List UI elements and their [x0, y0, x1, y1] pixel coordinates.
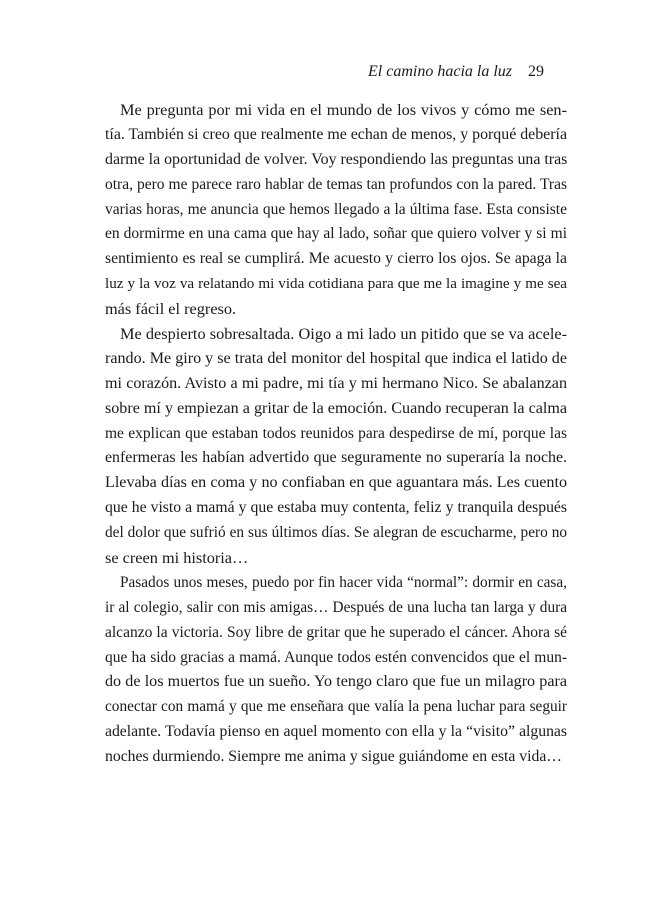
body-text [105, 98, 567, 770]
text-line: do de los muertos fue un sueño. Yo tengo claro que fue un milagro para [105, 673, 567, 691]
text-line: del dolor que sufrió en sus últimos días. Se alegran de escucharme, pero no [105, 524, 567, 542]
chapter-title: El camino hacia la luz [368, 63, 512, 80]
text-line: luz y la voz va relatando mi vida cotidiana para que me la imagine y me sea [105, 276, 567, 293]
text-line: enfermeras les habían advertido que seguramente no superaría la noche. [105, 449, 567, 467]
text-line: ir al colegio, salir con mis amigas… Después de una lucha tan larga y dura [105, 598, 567, 616]
text-line: Pasados unos meses, puedo por fin hacer vida “normal”: dormir en casa, [120, 573, 567, 591]
text-line: mi corazón. Avisto a mi padre, mi tía y mi hermano Nico. Se abalanzan [105, 374, 567, 392]
text-line: sentimiento es real se cumplirá. Me acuesto y cierro los ojos. Se apaga la [105, 250, 567, 268]
text-line: se creen mi historia… [105, 548, 249, 568]
text-line: darme la oportunidad de volver. Voy respondiendo las preguntas una tras [105, 150, 568, 168]
text-line: que ha sido gracias a mamá. Aunque todos estén convencidos que el mun- [105, 648, 567, 666]
text-line: varias horas, me anuncia que hemos llegado a la última fase. Esta consiste [105, 200, 567, 218]
text-line: Llevaba días en coma y no confiaban en que aguantara más. Les cuento [105, 474, 567, 492]
text-line: Me pregunta por mi vida en el mundo de los vivos y cómo me sen- [120, 100, 567, 119]
text-line: conectar con mamá y que me enseñara que valía la pena luchar para seguir [105, 698, 567, 716]
text-line: alcanzo la victoria. Soy libre de gritar que he superado el cáncer. Ahora sé [105, 623, 567, 641]
text-line: tía. También si creo que realmente me echan de menos, y porqué debería [105, 125, 567, 143]
text-line: que he visto a mamá y que estaba muy contenta, feliz y tranquila después [105, 499, 567, 517]
text-line: me explican que estaban todos reunidos para despedirse de mí, porque las [105, 424, 567, 442]
text-line: rando. Me giro y se trata del monitor del hospital que indica el latido de [105, 349, 567, 367]
text-line: noches durmiendo. Siempre me anima y sigue guiándome en esta vida… [105, 748, 562, 766]
running-header [368, 60, 544, 84]
text-line: otra, pero me parece raro hablar de temas tan profundos con la pared. Tras [105, 175, 567, 193]
text-line: sobre mí y empiezan a gritar de la emoción. Cuando recuperan la calma [105, 399, 567, 417]
text-line: más fácil el regreso. [105, 299, 237, 319]
text-line: Me despierto sobresaltada. Oigo a mi lado un pitido que se va acele- [120, 324, 567, 344]
text-line: adelante. Todavía pienso en aquel momento con ella y la “visito” algunas [105, 723, 567, 741]
page-number: 29 [528, 63, 544, 80]
text-line: en dormirme en una cama que hay al lado, soñar que quiero volver y si mi [105, 225, 567, 243]
